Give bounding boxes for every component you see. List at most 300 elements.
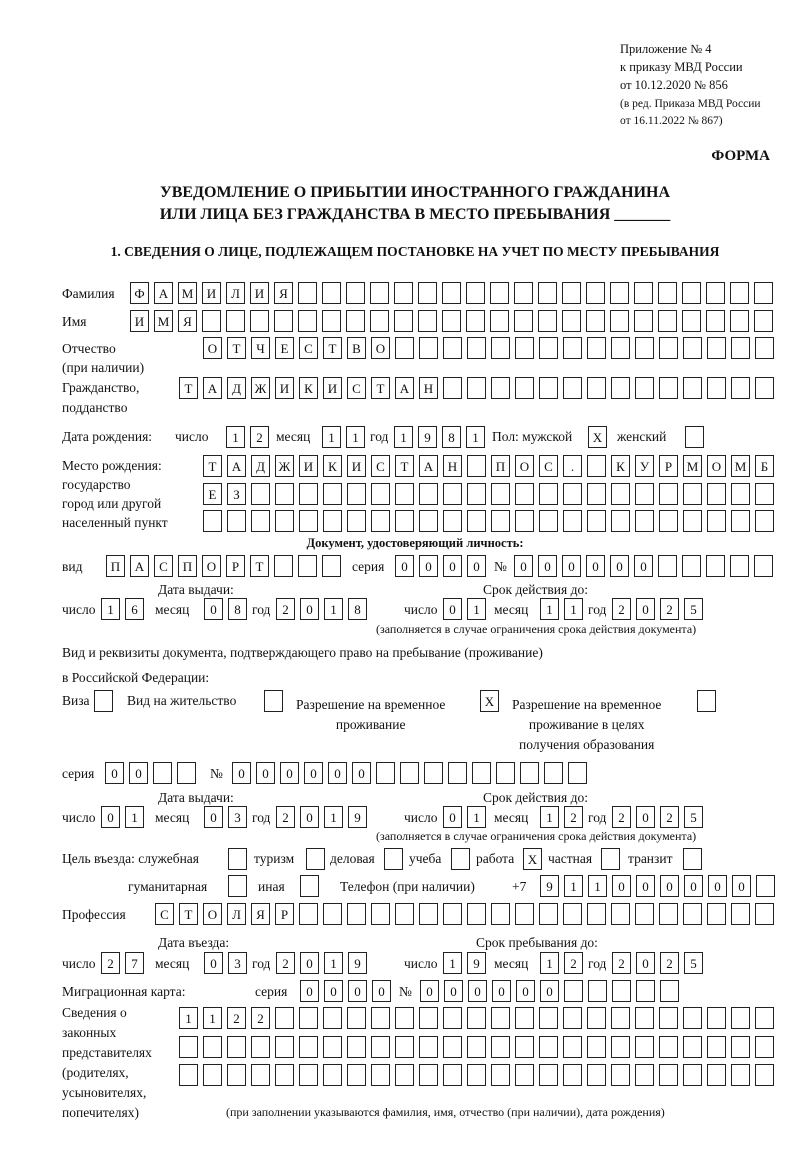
char-box[interactable]: И (275, 377, 294, 399)
char-box[interactable] (299, 1007, 318, 1029)
sex-male-field[interactable] (588, 426, 607, 448)
char-box[interactable]: Р (659, 455, 678, 477)
char-box[interactable] (371, 510, 390, 532)
char-box[interactable] (587, 903, 606, 925)
char-box[interactable] (515, 377, 534, 399)
char-box[interactable]: О (202, 555, 221, 577)
char-box[interactable] (371, 1036, 390, 1058)
p-transit-field[interactable] (683, 848, 702, 870)
char-box[interactable]: 3 (228, 806, 247, 828)
char-box[interactable]: Ж (251, 377, 270, 399)
char-box[interactable] (371, 1007, 390, 1029)
char-box[interactable]: А (419, 455, 438, 477)
char-box[interactable] (611, 510, 630, 532)
stay-series-field[interactable] (105, 762, 196, 784)
char-box[interactable] (756, 875, 775, 897)
char-box[interactable]: 0 (300, 806, 319, 828)
char-box[interactable] (658, 282, 677, 304)
doc-issue-day-field[interactable] (101, 598, 144, 620)
char-box[interactable]: С (154, 555, 173, 577)
char-box[interactable]: 0 (419, 555, 438, 577)
checkbox[interactable] (451, 848, 470, 870)
char-box[interactable]: 2 (251, 1007, 270, 1029)
char-box[interactable] (731, 903, 750, 925)
char-box[interactable] (515, 337, 534, 359)
char-box[interactable]: 0 (300, 598, 319, 620)
char-box[interactable]: Ф (130, 282, 149, 304)
birth-year-field[interactable] (394, 426, 485, 448)
char-box[interactable] (490, 282, 509, 304)
char-box[interactable] (419, 483, 438, 505)
char-box[interactable]: 0 (636, 952, 655, 974)
char-box[interactable]: Е (203, 483, 222, 505)
char-box[interactable] (370, 282, 389, 304)
char-box[interactable] (610, 310, 629, 332)
char-box[interactable] (346, 282, 365, 304)
char-box[interactable]: 0 (586, 555, 605, 577)
char-box[interactable] (472, 762, 491, 784)
char-box[interactable]: 0 (300, 980, 319, 1002)
char-box[interactable]: 0 (105, 762, 124, 784)
char-box[interactable] (203, 510, 222, 532)
char-box[interactable] (448, 762, 467, 784)
doc-valid-day-field[interactable] (443, 598, 486, 620)
char-box[interactable] (755, 337, 774, 359)
char-box[interactable] (683, 377, 702, 399)
mc-series-field[interactable] (300, 980, 391, 1002)
char-box[interactable]: 0 (684, 875, 703, 897)
char-box[interactable] (587, 337, 606, 359)
char-box[interactable] (371, 483, 390, 505)
char-box[interactable] (299, 1064, 318, 1086)
char-box[interactable] (347, 1036, 366, 1058)
char-box[interactable]: 0 (129, 762, 148, 784)
char-box[interactable]: 6 (125, 598, 144, 620)
char-box[interactable]: М (683, 455, 702, 477)
char-box[interactable] (203, 1036, 222, 1058)
char-box[interactable] (467, 510, 486, 532)
char-box[interactable]: Я (274, 282, 293, 304)
char-box[interactable] (395, 510, 414, 532)
char-box[interactable] (635, 903, 654, 925)
char-box[interactable] (251, 483, 270, 505)
char-box[interactable]: А (227, 455, 246, 477)
char-box[interactable] (443, 1036, 462, 1058)
checkbox[interactable]: X (523, 848, 542, 870)
char-box[interactable]: С (539, 455, 558, 477)
char-box[interactable] (299, 510, 318, 532)
char-box[interactable] (251, 1064, 270, 1086)
char-box[interactable] (467, 455, 486, 477)
char-box[interactable] (586, 282, 605, 304)
char-box[interactable] (275, 1007, 294, 1029)
char-box[interactable] (274, 555, 293, 577)
char-box[interactable]: 2 (101, 952, 120, 974)
char-box[interactable]: Т (203, 455, 222, 477)
rep3-field[interactable] (179, 1064, 774, 1086)
char-box[interactable] (395, 1007, 414, 1029)
p-work-field[interactable] (523, 848, 542, 870)
char-box[interactable] (466, 310, 485, 332)
char-box[interactable] (635, 1036, 654, 1058)
mc-number-field[interactable] (420, 980, 679, 1002)
char-box[interactable] (443, 903, 462, 925)
doc-series-field[interactable] (395, 555, 486, 577)
char-box[interactable] (539, 1036, 558, 1058)
char-box[interactable] (491, 510, 510, 532)
char-box[interactable] (659, 903, 678, 925)
char-box[interactable] (515, 903, 534, 925)
char-box[interactable] (659, 483, 678, 505)
char-box[interactable]: И (202, 282, 221, 304)
char-box[interactable]: Д (251, 455, 270, 477)
char-box[interactable]: 0 (443, 598, 462, 620)
char-box[interactable]: 3 (228, 952, 247, 974)
char-box[interactable]: 1 (125, 806, 144, 828)
surname-field[interactable] (130, 282, 773, 304)
char-box[interactable] (587, 1064, 606, 1086)
char-box[interactable]: 1 (324, 598, 343, 620)
char-box[interactable] (274, 310, 293, 332)
char-box[interactable]: 0 (280, 762, 299, 784)
char-box[interactable] (731, 377, 750, 399)
checkbox[interactable] (228, 875, 247, 897)
char-box[interactable] (491, 337, 510, 359)
char-box[interactable] (323, 1007, 342, 1029)
char-box[interactable] (568, 762, 587, 784)
char-box[interactable]: 0 (348, 980, 367, 1002)
checkbox[interactable]: X (588, 426, 607, 448)
char-box[interactable]: С (371, 455, 390, 477)
visa-field[interactable] (94, 690, 113, 712)
char-box[interactable]: 2 (612, 952, 631, 974)
char-box[interactable]: 1 (467, 806, 486, 828)
entry-day-field[interactable] (101, 952, 144, 974)
char-box[interactable]: Л (226, 282, 245, 304)
char-box[interactable] (275, 510, 294, 532)
char-box[interactable] (322, 310, 341, 332)
char-box[interactable]: Т (323, 337, 342, 359)
checkbox[interactable] (306, 848, 325, 870)
checkbox[interactable] (685, 426, 704, 448)
char-box[interactable] (539, 1007, 558, 1029)
char-box[interactable] (588, 980, 607, 1002)
char-box[interactable]: 0 (636, 875, 655, 897)
char-box[interactable]: 0 (492, 980, 511, 1002)
char-box[interactable] (442, 282, 461, 304)
char-box[interactable] (347, 1064, 366, 1086)
char-box[interactable]: 2 (276, 806, 295, 828)
char-box[interactable]: 1 (540, 598, 559, 620)
char-box[interactable] (755, 377, 774, 399)
char-box[interactable]: З (227, 483, 246, 505)
phone-field[interactable] (540, 875, 775, 897)
char-box[interactable]: К (299, 377, 318, 399)
checkbox[interactable]: X (480, 690, 499, 712)
char-box[interactable] (731, 1064, 750, 1086)
patronymic-field[interactable] (203, 337, 774, 359)
char-box[interactable]: 9 (418, 426, 437, 448)
char-box[interactable] (467, 337, 486, 359)
p-official-field[interactable] (228, 848, 247, 870)
char-box[interactable] (611, 1036, 630, 1058)
doc-issue-month-field[interactable] (204, 598, 247, 620)
char-box[interactable] (707, 510, 726, 532)
char-box[interactable]: 0 (304, 762, 323, 784)
char-box[interactable]: 0 (444, 980, 463, 1002)
char-box[interactable] (755, 510, 774, 532)
char-box[interactable]: 9 (540, 875, 559, 897)
char-box[interactable] (467, 483, 486, 505)
char-box[interactable] (612, 980, 631, 1002)
char-box[interactable] (515, 1007, 534, 1029)
char-box[interactable]: 1 (443, 952, 462, 974)
char-box[interactable]: И (130, 310, 149, 332)
rvp-field[interactable] (480, 690, 499, 712)
char-box[interactable]: У (635, 455, 654, 477)
char-box[interactable] (682, 282, 701, 304)
stay-issue-month-field[interactable] (204, 806, 247, 828)
char-box[interactable] (634, 310, 653, 332)
char-box[interactable]: Н (419, 377, 438, 399)
char-box[interactable]: 0 (636, 806, 655, 828)
char-box[interactable] (659, 377, 678, 399)
char-box[interactable] (731, 483, 750, 505)
checkbox[interactable] (384, 848, 403, 870)
doc-valid-month-field[interactable] (540, 598, 583, 620)
char-box[interactable]: 5 (684, 952, 703, 974)
char-box[interactable] (659, 1036, 678, 1058)
char-box[interactable] (611, 1064, 630, 1086)
char-box[interactable] (682, 555, 701, 577)
char-box[interactable] (424, 762, 443, 784)
char-box[interactable] (635, 483, 654, 505)
char-box[interactable] (660, 980, 679, 1002)
char-box[interactable] (299, 483, 318, 505)
char-box[interactable] (706, 310, 725, 332)
char-box[interactable] (659, 1007, 678, 1029)
char-box[interactable]: Д (227, 377, 246, 399)
char-box[interactable]: 0 (204, 598, 223, 620)
char-box[interactable] (298, 555, 317, 577)
char-box[interactable] (491, 377, 510, 399)
char-box[interactable] (347, 510, 366, 532)
char-box[interactable]: Я (178, 310, 197, 332)
char-box[interactable]: И (299, 455, 318, 477)
char-box[interactable] (298, 282, 317, 304)
char-box[interactable] (443, 337, 462, 359)
char-box[interactable] (539, 510, 558, 532)
char-box[interactable] (322, 282, 341, 304)
char-box[interactable] (515, 510, 534, 532)
char-box[interactable] (563, 337, 582, 359)
char-box[interactable]: 0 (468, 980, 487, 1002)
char-box[interactable] (659, 1064, 678, 1086)
char-box[interactable] (395, 483, 414, 505)
char-box[interactable]: 0 (324, 980, 343, 1002)
p-tourism-field[interactable] (306, 848, 325, 870)
char-box[interactable] (251, 510, 270, 532)
doc-kind-field[interactable] (106, 555, 341, 577)
char-box[interactable] (587, 1007, 606, 1029)
char-box[interactable] (706, 282, 725, 304)
char-box[interactable] (520, 762, 539, 784)
char-box[interactable]: 0 (612, 875, 631, 897)
checkbox[interactable] (94, 690, 113, 712)
char-box[interactable] (683, 1036, 702, 1058)
char-box[interactable] (419, 1007, 438, 1029)
char-box[interactable]: Т (179, 903, 198, 925)
char-box[interactable] (611, 1007, 630, 1029)
char-box[interactable] (275, 1064, 294, 1086)
char-box[interactable]: 0 (610, 555, 629, 577)
char-box[interactable]: О (371, 337, 390, 359)
char-box[interactable] (683, 337, 702, 359)
char-box[interactable] (275, 483, 294, 505)
stay-issue-year-field[interactable] (276, 806, 367, 828)
char-box[interactable] (443, 510, 462, 532)
char-box[interactable]: 1 (101, 598, 120, 620)
char-box[interactable]: 0 (732, 875, 751, 897)
char-box[interactable] (443, 377, 462, 399)
char-box[interactable] (539, 337, 558, 359)
char-box[interactable]: 8 (442, 426, 461, 448)
until-day-field[interactable] (443, 952, 486, 974)
char-box[interactable]: 0 (395, 555, 414, 577)
char-box[interactable] (299, 1036, 318, 1058)
char-box[interactable] (563, 510, 582, 532)
char-box[interactable] (538, 282, 557, 304)
char-box[interactable] (419, 1036, 438, 1058)
char-box[interactable] (370, 310, 389, 332)
char-box[interactable]: О (203, 903, 222, 925)
char-box[interactable] (730, 282, 749, 304)
char-box[interactable] (514, 310, 533, 332)
char-box[interactable]: 7 (125, 952, 144, 974)
char-box[interactable]: 8 (228, 598, 247, 620)
char-box[interactable] (659, 337, 678, 359)
char-box[interactable] (730, 310, 749, 332)
char-box[interactable]: Т (250, 555, 269, 577)
char-box[interactable]: С (347, 377, 366, 399)
char-box[interactable] (563, 483, 582, 505)
char-box[interactable] (563, 903, 582, 925)
char-box[interactable]: 0 (660, 875, 679, 897)
char-box[interactable] (394, 310, 413, 332)
p-study-field[interactable] (451, 848, 470, 870)
char-box[interactable]: 1 (226, 426, 245, 448)
char-box[interactable]: 2 (660, 598, 679, 620)
char-box[interactable]: Ж (275, 455, 294, 477)
char-box[interactable]: 1 (324, 806, 343, 828)
char-box[interactable] (562, 282, 581, 304)
char-box[interactable] (658, 310, 677, 332)
char-box[interactable]: 1 (540, 952, 559, 974)
char-box[interactable]: 1 (322, 426, 341, 448)
char-box[interactable]: Ч (251, 337, 270, 359)
char-box[interactable]: П (491, 455, 510, 477)
char-box[interactable] (323, 1036, 342, 1058)
char-box[interactable] (539, 483, 558, 505)
char-box[interactable] (515, 1064, 534, 1086)
char-box[interactable] (491, 1007, 510, 1029)
char-box[interactable]: 1 (203, 1007, 222, 1029)
checkbox[interactable] (697, 690, 716, 712)
char-box[interactable] (563, 1064, 582, 1086)
char-box[interactable]: К (323, 455, 342, 477)
char-box[interactable]: 0 (538, 555, 557, 577)
char-box[interactable]: М (731, 455, 750, 477)
char-box[interactable] (659, 510, 678, 532)
char-box[interactable]: И (250, 282, 269, 304)
char-box[interactable] (467, 903, 486, 925)
char-box[interactable] (755, 1007, 774, 1029)
char-box[interactable] (515, 1036, 534, 1058)
char-box[interactable] (251, 1036, 270, 1058)
char-box[interactable]: 0 (204, 952, 223, 974)
char-box[interactable]: 0 (443, 555, 462, 577)
char-box[interactable]: 0 (328, 762, 347, 784)
char-box[interactable] (731, 1007, 750, 1029)
char-box[interactable]: Е (275, 337, 294, 359)
char-box[interactable]: 1 (346, 426, 365, 448)
char-box[interactable] (491, 1064, 510, 1086)
char-box[interactable] (299, 903, 318, 925)
char-box[interactable] (371, 1064, 390, 1086)
char-box[interactable]: 1 (466, 426, 485, 448)
char-box[interactable] (635, 377, 654, 399)
char-box[interactable]: 2 (612, 806, 631, 828)
char-box[interactable]: М (178, 282, 197, 304)
char-box[interactable] (635, 510, 654, 532)
char-box[interactable] (298, 310, 317, 332)
char-box[interactable] (635, 1007, 654, 1029)
char-box[interactable] (564, 980, 583, 1002)
char-box[interactable]: 0 (562, 555, 581, 577)
char-box[interactable] (227, 1064, 246, 1086)
entry-month-field[interactable] (204, 952, 247, 974)
char-box[interactable]: 1 (564, 598, 583, 620)
char-box[interactable] (371, 903, 390, 925)
char-box[interactable] (634, 282, 653, 304)
char-box[interactable]: 0 (420, 980, 439, 1002)
char-box[interactable] (539, 1064, 558, 1086)
rep2-field[interactable] (179, 1036, 774, 1058)
char-box[interactable] (538, 310, 557, 332)
char-box[interactable]: А (395, 377, 414, 399)
stay-issue-day-field[interactable] (101, 806, 144, 828)
p-business-field[interactable] (384, 848, 403, 870)
char-box[interactable]: 2 (250, 426, 269, 448)
char-box[interactable] (611, 483, 630, 505)
checkbox[interactable] (300, 875, 319, 897)
char-box[interactable] (227, 510, 246, 532)
p-humanitarian-field[interactable] (228, 875, 247, 897)
char-box[interactable] (467, 1036, 486, 1058)
char-box[interactable] (587, 510, 606, 532)
char-box[interactable]: 2 (660, 806, 679, 828)
char-box[interactable] (203, 1064, 222, 1086)
char-box[interactable]: 0 (514, 555, 533, 577)
char-box[interactable]: А (154, 282, 173, 304)
birth-day-field[interactable] (226, 426, 269, 448)
char-box[interactable] (491, 903, 510, 925)
char-box[interactable] (395, 903, 414, 925)
char-box[interactable] (515, 483, 534, 505)
char-box[interactable] (562, 310, 581, 332)
char-box[interactable]: 0 (300, 952, 319, 974)
char-box[interactable] (539, 377, 558, 399)
